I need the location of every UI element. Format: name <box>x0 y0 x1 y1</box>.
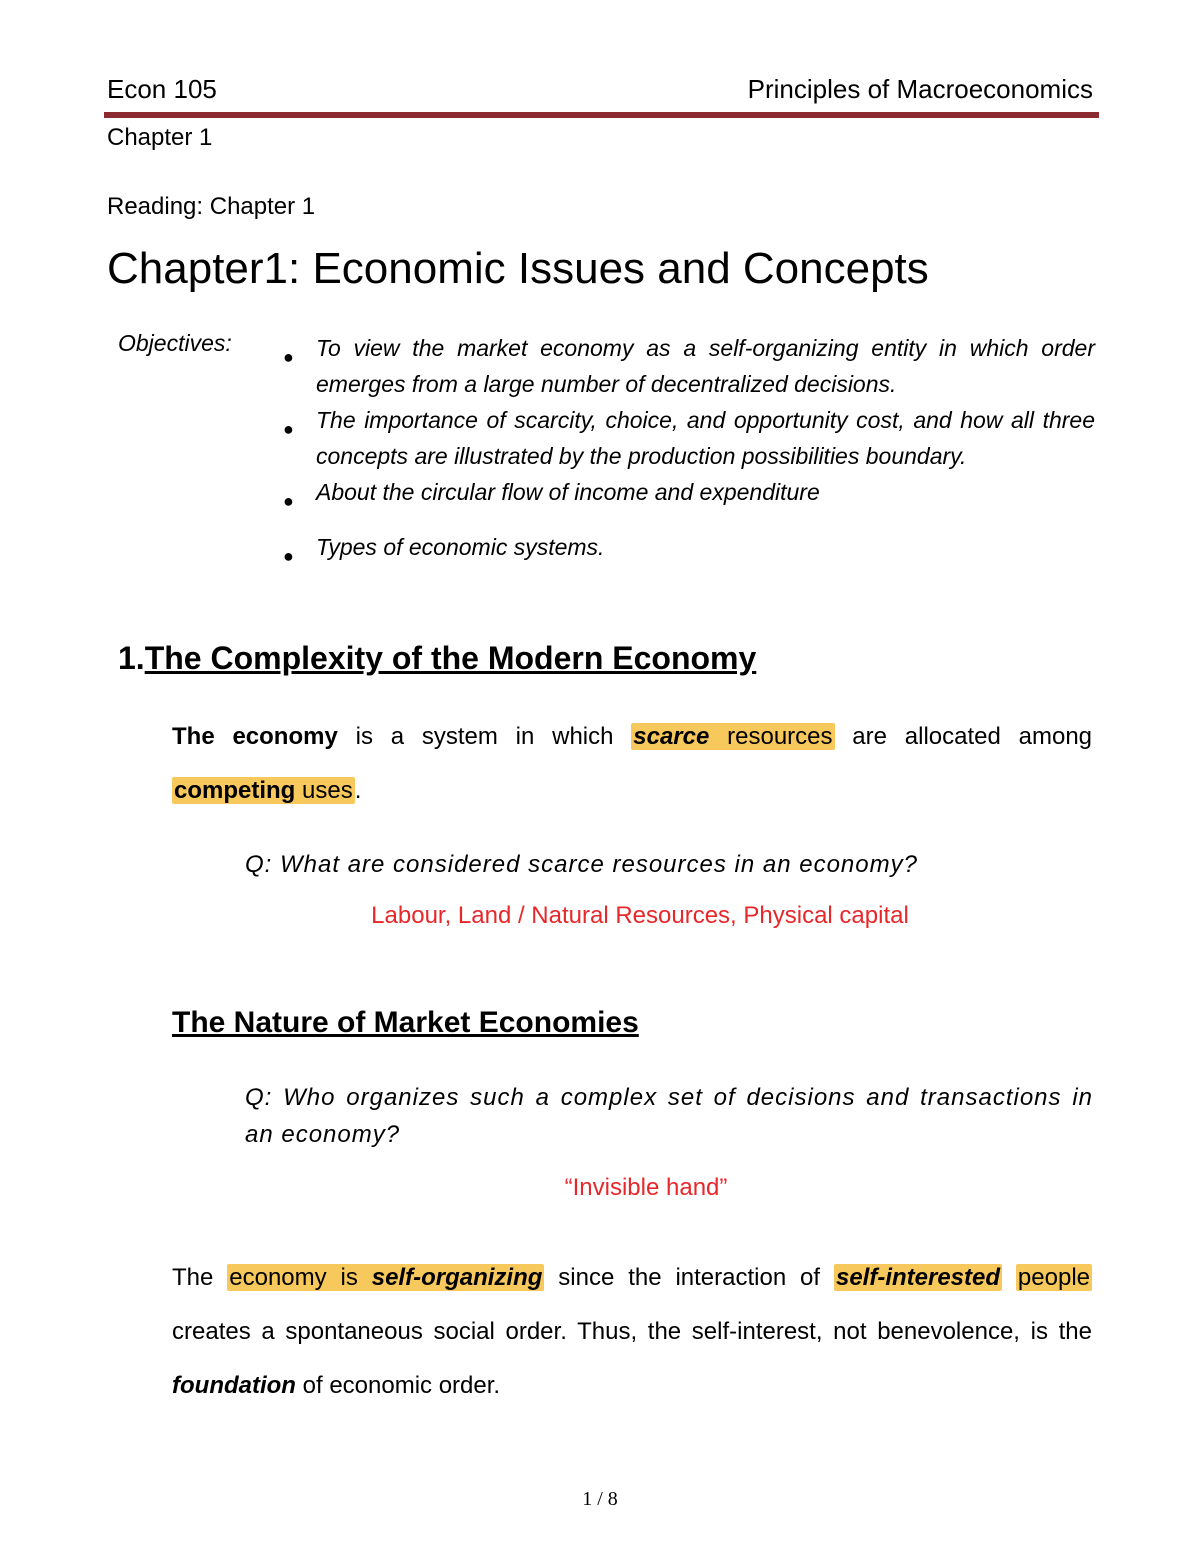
header-course: Econ 105 <box>107 74 217 104</box>
highlight: economy is self-organizing <box>229 1264 543 1291</box>
self-organizing-paragraph: The economy is self-organizing since the interaction of self-interested people creates a spontaneous social order. Thus, the self-interest, not benevolence, is the foundation of economic order. <box>172 1264 1092 1399</box>
answer-scarce-resources: Labour, Land / Natural Resources, Physical capital <box>371 902 909 929</box>
bullet-icon: ● <box>283 419 294 439</box>
question-who-organizes: Q: Who organizes such a complex set of decisions and transactions in an economy? <box>245 1084 1093 1148</box>
page-title: Chapter1: Economic Issues and Concepts <box>107 244 929 293</box>
objective-item: ● To view the market economy as a self-organizing entity in which order emerges from a large number of decentralized decisions. <box>283 335 1095 397</box>
section-title: The Complexity of the Modern Economy <box>144 640 757 676</box>
chapter-label: Chapter 1 <box>107 124 213 151</box>
bullet-icon: ● <box>283 347 294 367</box>
answer-invisible-hand: “Invisible hand” <box>564 1174 728 1201</box>
highlight: people <box>1017 1264 1090 1291</box>
reading-line: Reading: Chapter 1 <box>107 193 316 220</box>
economy-definition-paragraph: The economy is a system in which scarce resources are allocated among competing uses. <box>172 723 1093 804</box>
header-rule <box>104 112 1099 118</box>
highlight: self-interested <box>835 1264 1001 1291</box>
bullet-icon: ● <box>283 491 294 511</box>
section-number: 1. <box>118 640 145 676</box>
section-heading-market-economies: The Nature of Market Economies <box>172 1006 639 1039</box>
objective-item: ● Types of economic systems. <box>283 529 1095 565</box>
bullet-icon: ● <box>283 546 294 566</box>
objectives-list <box>283 330 1095 565</box>
highlight: competing uses <box>174 777 353 804</box>
highlight: scarce resources <box>633 723 833 750</box>
objective-item: ● About the circular flow of income and expenditure <box>283 474 1095 510</box>
objective-item: ● The importance of scarcity, choice, and opportunity cost, and how all three concepts are illustrated by the production possibilities boundary. <box>283 407 1095 469</box>
objectives-label: Objectives: <box>118 330 232 356</box>
section-heading-complexity <box>118 640 756 677</box>
header-subject: Principles of Macroeconomics <box>747 74 1093 104</box>
page-number: 1 / 8 <box>582 1488 618 1510</box>
question-scarce-resources: Q: What are considered scarce resources in an economy? <box>245 851 918 878</box>
